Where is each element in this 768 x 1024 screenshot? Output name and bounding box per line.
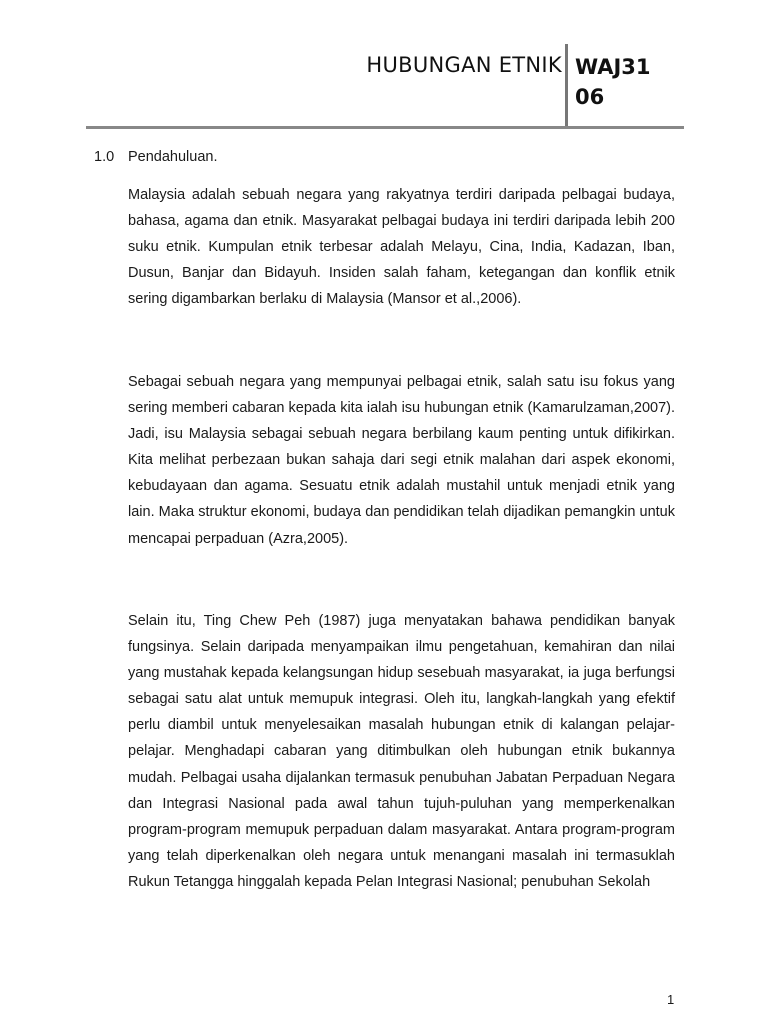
course-code — [575, 52, 651, 112]
paragraph-2: Sebagai sebuah negara yang mempunyai pelbagai etnik, salah satu isu fokus yang sering memberi cabaran kepada kita ialah isu hubungan etnik (Kamarulzaman,2007). Jadi, isu Malaysia sebagai sebuah negara berbilang kaum penting untuk difikirkan. Kita melihat perbezaan bukan sahaja dari segi etnik malahan dari aspek ekonomi, kebudayaan dan agama. Sesuatu etnik adalah mustahil untuk menjadi etnik yang lain. Maka struktur ekonomi, budaya dan pendidikan telah dijadikan pemangkin untuk mencapai perpaduan (Azra,2005). — [128, 374, 675, 547]
paragraph-1: Malaysia adalah sebuah negara yang rakyatnya terdiri daripada pelbagai budaya, bahasa, agama dan etnik. Masyarakat pelbagai budaya ini terdiri daripada lebih 200 suku etnik. Kumpulan etnik terbesar adalah Melayu, Cina, India, Kadazan, Iban, Dusun, Banjar dan Bidayuh. Insiden salah faham, ketegangan dan konflik etnik sering digambarkan berlaku di Malaysia (Mansor et al.,2006). — [128, 187, 675, 308]
document-title: HUBUNGAN ETNIK — [366, 53, 562, 77]
paragraph-3: Selain itu, Ting Chew Peh (1987) juga menyatakan bahawa pendidikan banyak fungsinya. Selain daripada menyampaikan ilmu pengetahuan, kemahiran dan nilai yang mustahak kepada kelangsungan hidup sesebuah masyarakat, ia juga berfungsi sebagai satu alat untuk memupuk integrasi. Oleh itu, langkah-langkah yang efektif perlu diambil untuk menyelesaikan masalah hubungan etnik di kalangan pelajar-pelajar. Menghadapi cabaran yang ditimbulkan oleh hubungan etnik bukannya mudah. Pelbagai usaha dijalankan termasuk penubuhan Jabatan Perpaduan Negara dan Integrasi Nasional pada awal tahun tujuh-puluhan yang memperkenalkan program-program memupuk perpaduan dalam masyarakat. Antara program-program yang telah diperkenalkan oleh negara untuk menangani masalah ini termasuklah Rukun Tetangga hinggalah kepada Pelan Integrasi Nasional; penubuhan Sekolah — [128, 613, 675, 890]
course-code-line-1: WAJ31 — [575, 55, 651, 79]
section-number: 1.0 — [94, 149, 115, 165]
course-code-line-2: 06 — [575, 85, 605, 109]
header-vertical-divider — [565, 44, 568, 128]
header-horizontal-divider — [86, 126, 684, 129]
section-heading: Pendahuluan. — [128, 149, 218, 165]
page-number: 1 — [667, 992, 675, 1007]
page-header — [86, 44, 684, 130]
